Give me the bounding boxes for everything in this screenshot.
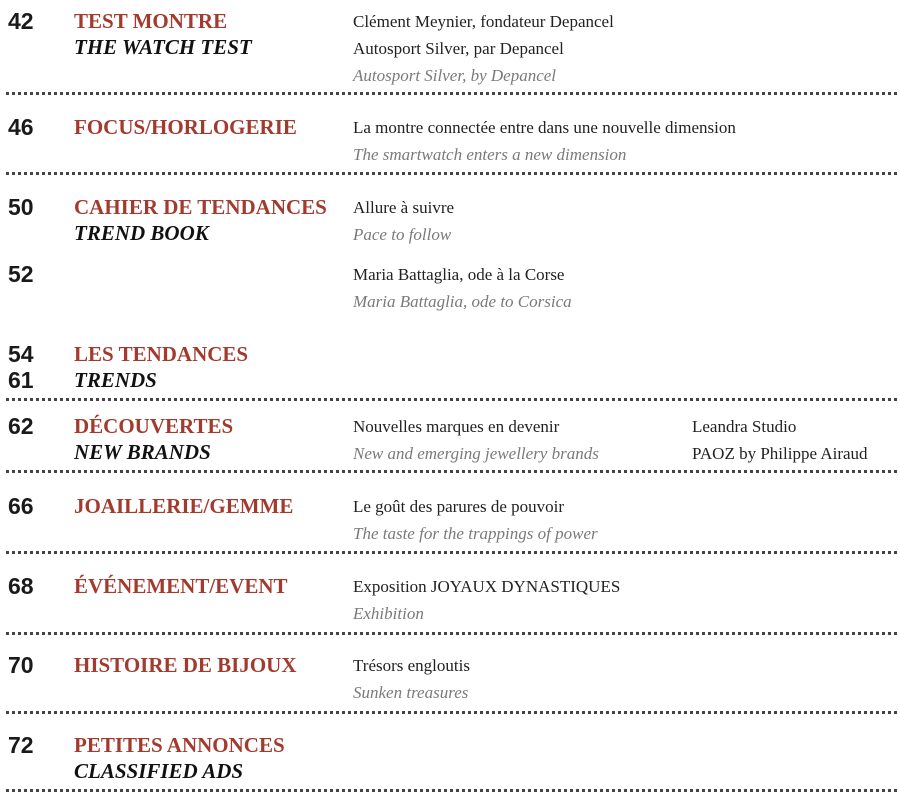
entry-description — [353, 652, 470, 706]
dotted-separator — [6, 172, 897, 175]
section-title-fr: TEST MONTRE — [74, 9, 228, 33]
description-line: Clément Meynier, fondateur Depancel — [353, 12, 614, 31]
entry-description — [353, 114, 736, 168]
dotted-separator — [6, 632, 897, 635]
description-line: La montre connectée entre dans une nouvelle dimension — [353, 118, 736, 137]
section-title-fr: DÉCOUVERTES — [74, 414, 234, 438]
section-title-fr: CAHIER DE TENDANCES — [74, 195, 327, 219]
description-translation: The taste for the trappings of power — [353, 524, 598, 543]
description-line: Nouvelles marques en devenir — [353, 417, 560, 436]
brand-name: Leandra Studio — [692, 417, 797, 436]
entry-description — [353, 8, 614, 89]
section-title-fr: LES TENDANCES — [74, 342, 249, 366]
page-number: 68 — [8, 573, 34, 599]
entry-description — [353, 493, 598, 547]
dotted-separator — [6, 470, 897, 473]
section-title-en: TREND BOOK — [74, 221, 209, 245]
description-line: Allure à suivre — [353, 198, 455, 217]
entry-description — [353, 194, 454, 248]
description-translation: Autosport Silver, by Depancel — [353, 66, 557, 85]
section-title[interactable] — [74, 732, 285, 784]
description-line: Autosport Silver, par Depancel — [353, 39, 564, 58]
section-title-en: TRENDS — [74, 368, 157, 392]
page-number: 72 — [8, 732, 34, 758]
description-line: Trésors engloutis — [353, 656, 470, 675]
section-title-fr: JOAILLERIE/GEMME — [74, 494, 294, 518]
page-number: 52 — [8, 261, 34, 287]
dotted-separator — [6, 551, 897, 554]
section-title-fr: HISTOIRE DE BIJOUX — [74, 653, 297, 677]
page-number: 70 — [8, 652, 34, 678]
section-title-fr: ÉVÉNEMENT/EVENT — [74, 574, 288, 598]
description-line: Maria Battaglia, ode à la Corse — [353, 265, 565, 284]
description-translation: Exhibition — [353, 604, 424, 623]
entry-description — [353, 573, 620, 627]
page-number: 46 — [8, 114, 34, 140]
section-title[interactable] — [74, 341, 248, 393]
section-title-en: THE WATCH TEST — [74, 35, 252, 59]
description-translation: Pace to follow — [353, 225, 452, 244]
section-title[interactable] — [74, 652, 297, 678]
page-number: 42 — [8, 8, 34, 34]
page-number-end: 61 — [8, 367, 34, 393]
page-number — [8, 341, 58, 393]
section-title-en: CLASSIFIED ADS — [74, 759, 244, 783]
dotted-separator — [6, 92, 897, 95]
section-title[interactable] — [74, 8, 252, 60]
section-title[interactable] — [74, 573, 288, 599]
description-translation: New and emerging jewellery brands — [353, 444, 599, 463]
section-title[interactable] — [74, 194, 327, 246]
page-number: 66 — [8, 493, 34, 519]
dotted-separator — [6, 398, 897, 401]
page-number: 62 — [8, 413, 34, 439]
description-line: Le goût des parures de pouvoir — [353, 497, 565, 516]
section-title[interactable] — [74, 413, 233, 465]
section-title[interactable] — [74, 114, 297, 140]
page-number-start: 54 — [8, 341, 34, 367]
description-translation: Maria Battaglia, ode to Corsica — [353, 292, 572, 311]
entry-description — [353, 261, 572, 315]
dotted-separator — [6, 789, 897, 792]
section-title[interactable] — [74, 493, 293, 519]
dotted-separator — [6, 711, 897, 714]
page-number: 50 — [8, 194, 34, 220]
description-translation: Sunken treasures — [353, 683, 469, 702]
brand-list — [692, 413, 868, 467]
section-title-fr: FOCUS/HORLOGERIE — [74, 115, 297, 139]
brand-name: PAOZ by Philippe Airaud — [692, 444, 868, 463]
section-title-fr: PETITES ANNONCES — [74, 733, 285, 757]
description-translation: The smartwatch enters a new dimension — [353, 145, 627, 164]
description-line: Exposition JOYAUX DYNASTIQUES — [353, 577, 621, 596]
section-title-en: NEW BRANDS — [74, 440, 211, 464]
entry-description — [353, 413, 599, 467]
